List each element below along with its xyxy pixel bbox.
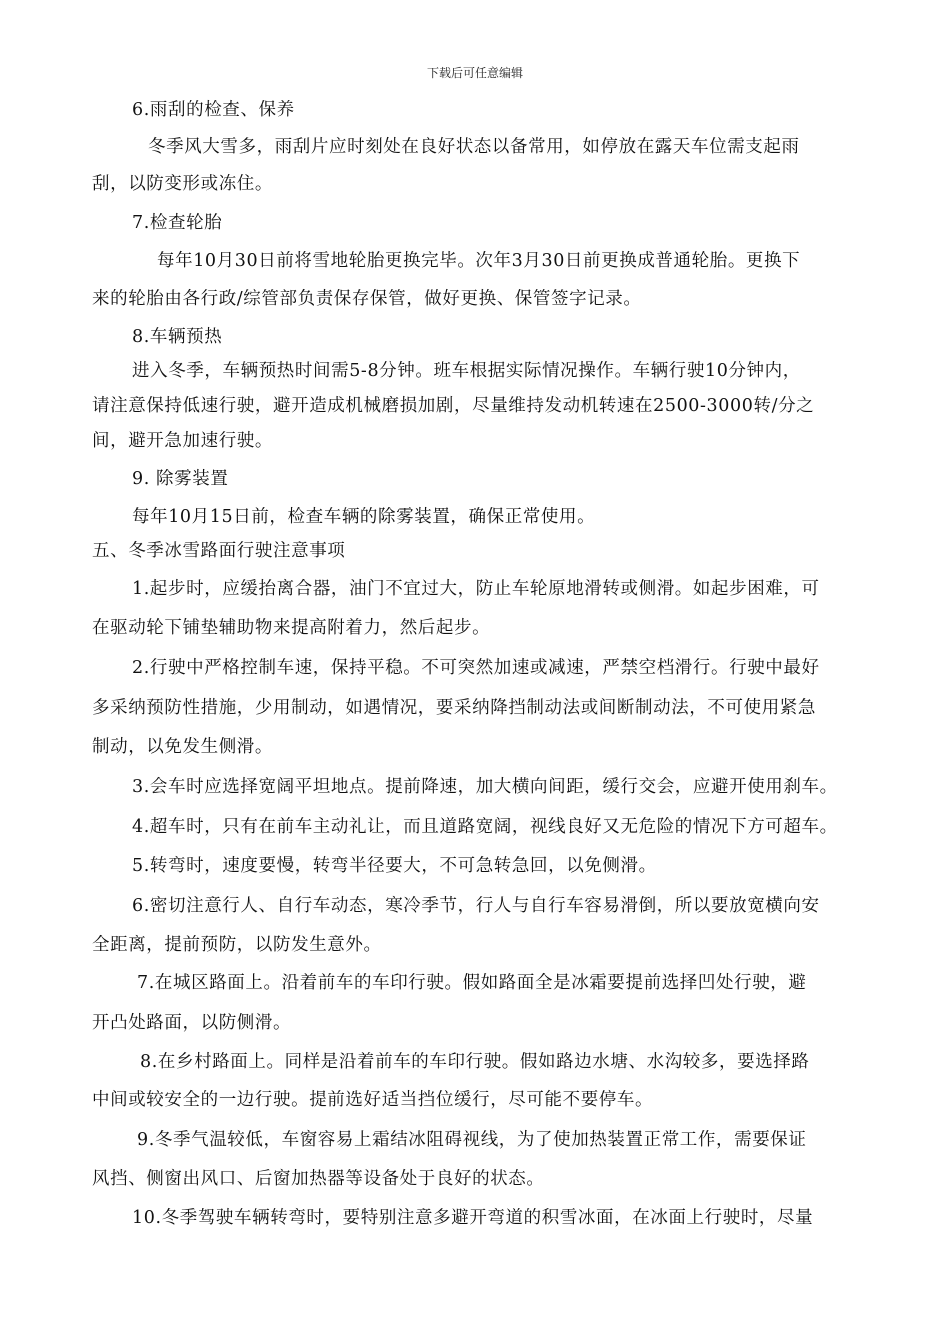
paragraph-line: 多采纳预防性措施，少用制动，如遇情况，要采纳降挡制动法或间断制动法，不可使用紧急: [92, 698, 816, 718]
paragraph-line: 1.起步时，应缓抬离合器，油门不宜过大，防止车轮原地滑转或侧滑。如起步困难，可: [132, 579, 820, 599]
section-heading-winter-driving: 五、冬季冰雪路面行驶注意事项: [92, 541, 346, 561]
heading-vehicle-preheat: 8.车辆预热: [132, 327, 223, 347]
paragraph-line: 刮，以防变形或冻住。: [92, 174, 273, 194]
heading-defog-device: 9. 除雾装置: [132, 469, 229, 489]
paragraph-line: 10.冬季驾驶车辆转弯时，要特别注意多避开弯道的积雪冰面，在冰面上行驶时，尽量: [132, 1208, 814, 1228]
paragraph-line: 进入冬季，车辆预热时间需5-8分钟。班车根据实际情况操作。车辆行驶10分钟内，: [132, 361, 801, 381]
paragraph-line: 请注意保持低速行驶，避开造成机械磨损加剧，尽量维持发动机转速在2500-3000转/分之: [92, 396, 815, 416]
paragraph-line: 在驱动轮下铺垫辅助物来提高附着力，然后起步。: [92, 618, 491, 638]
paragraph-line: 3.会车时应选择宽阔平坦地点。提前降速，加大横向间距，缓行交会，应避开使用刹车。: [132, 777, 838, 797]
paragraph-line: 来的轮胎由各行政/综管部负责保存保管，做好更换、保管签字记录。: [92, 289, 642, 309]
paragraph-line: 风挡、侧窗出风口、后窗加热器等设备处于良好的状态。: [92, 1169, 545, 1189]
paragraph-line: 6.密切注意行人、自行车动态，寒冷季节，行人与自行车容易滑倒，所以要放宽横向安: [132, 896, 820, 916]
paragraph-line: 8.在乡村路面上。同样是沿着前车的车印行驶。假如路边水塘、水沟较多，要选择路: [140, 1052, 810, 1072]
paragraph-line: 每年10月30日前将雪地轮胎更换完毕。次年3月30日前更换成普通轮胎。更换下: [157, 251, 801, 271]
paragraph-line: 每年10月15日前，检查车辆的除雾装置，确保正常使用。: [132, 507, 596, 527]
paragraph-line: 7.在城区路面上。沿着前车的车印行驶。假如路面全是冰霜要提前选择凹处行驶，避: [137, 973, 807, 993]
heading-tire-check: 7.检查轮胎: [132, 213, 223, 233]
paragraph-line: 中间或较安全的一边行驶。提前选好适当挡位缓行，尽可能不要停车。: [92, 1090, 654, 1110]
page-header-note: 下载后可任意编辑: [426, 66, 523, 80]
paragraph-line: 2.行驶中严格控制车速，保持平稳。不可突然加速或减速，严禁空档滑行。行驶中最好: [132, 658, 820, 678]
paragraph-line: 9.冬季气温较低，车窗容易上霜结冰阻碍视线，为了使加热装置正常工作，需要保证: [137, 1130, 807, 1150]
paragraph-line: 4.超车时，只有在前车主动礼让，而且道路宽阔，视线良好又无危险的情况下方可超车。: [132, 817, 838, 837]
paragraph-line: 制动，以免发生侧滑。: [92, 737, 273, 757]
heading-wiper-check: 6.雨刮的检查、保养: [132, 100, 295, 120]
paragraph-line: 冬季风大雪多，雨刮片应时刻处在良好状态以备常用，如停放在露天车位需支起雨: [148, 137, 800, 157]
paragraph-line: 间，避开急加速行驶。: [92, 431, 273, 451]
paragraph-line: 5.转弯时，速度要慢，转弯半径要大，不可急转急回，以免侧滑。: [132, 856, 657, 876]
paragraph-line: 全距离，提前预防，以防发生意外。: [92, 935, 382, 955]
paragraph-line: 开凸处路面，以防侧滑。: [92, 1013, 292, 1033]
